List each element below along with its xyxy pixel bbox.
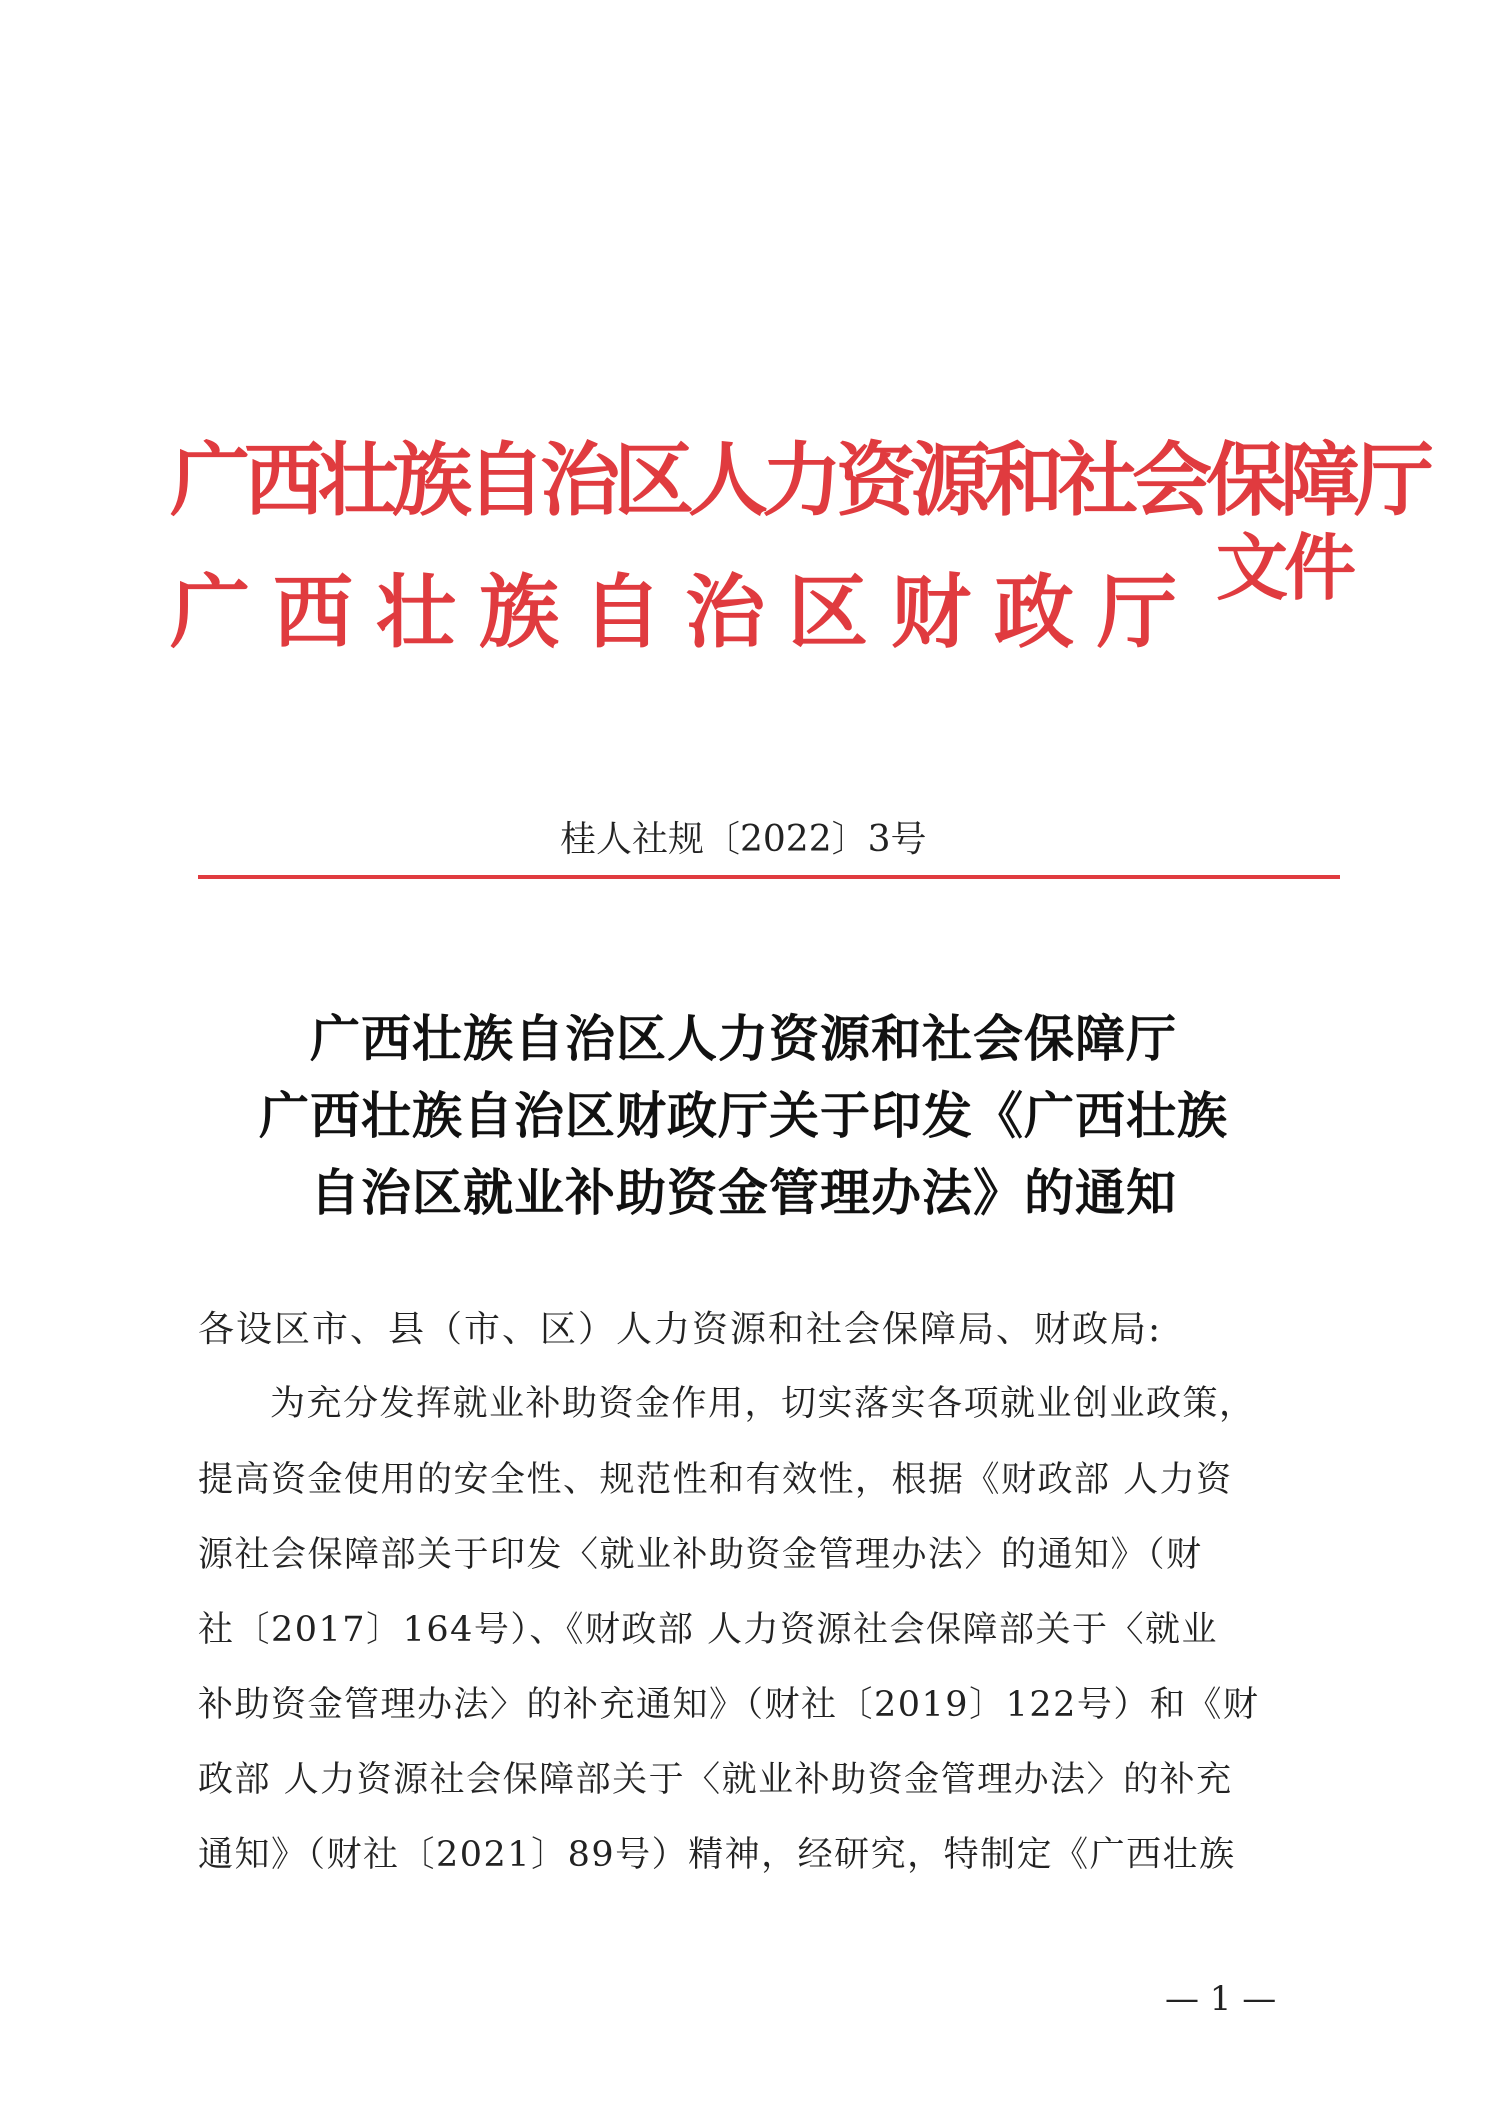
body-line-3: 源社会保障部关于印发〈就业补助资金管理办法〉的通知》（财 bbox=[198, 1535, 1203, 1575]
title-line-1: 广西壮族自治区人力资源和社会保障厅 bbox=[310, 1009, 1177, 1068]
red-divider-line bbox=[198, 875, 1340, 879]
document-number: 桂人社规〔2022〕3号 bbox=[560, 819, 927, 860]
issuer-finance-department: 广西壮族自治区财政厅 bbox=[170, 565, 1200, 659]
title-line-3: 自治区就业补助资金管理办法》的通知 bbox=[310, 1163, 1177, 1222]
file-word: 文件 bbox=[1216, 525, 1353, 610]
body-line-6: 政部 人力资源社会保障部关于〈就业补助资金管理办法〉的补充 bbox=[198, 1760, 1233, 1800]
body-line-7: 通知》（财社〔2021〕89号）精神，经研究，特制定《广西壮族 bbox=[198, 1835, 1236, 1875]
title-line-2: 广西壮族自治区财政厅关于印发《广西壮族 bbox=[259, 1086, 1228, 1145]
salutation: 各设区市、县（市、区）人力资源和社会保障局、财政局: bbox=[198, 1309, 1163, 1350]
body-line-5: 补助资金管理办法〉的补充通知》（财社〔2019〕122号）和《财 bbox=[198, 1685, 1260, 1725]
body-line-4: 社〔2017〕164号）、《财政部 人力资源社会保障部关于〈就业 bbox=[198, 1610, 1219, 1650]
body-line-1: 为充分发挥就业补助资金作用，切实落实各项就业创业政策， bbox=[270, 1384, 1256, 1424]
document-title bbox=[200, 1000, 1287, 1231]
issuer-hr-department: 广西壮族自治区人力资源和社会保障厅 bbox=[170, 433, 1428, 527]
red-header bbox=[170, 433, 1428, 690]
page-number: — 1 — bbox=[1165, 1979, 1277, 2019]
body-line-2: 提高资金使用的安全性、规范性和有效性，根据《财政部 人力资 bbox=[198, 1460, 1233, 1500]
